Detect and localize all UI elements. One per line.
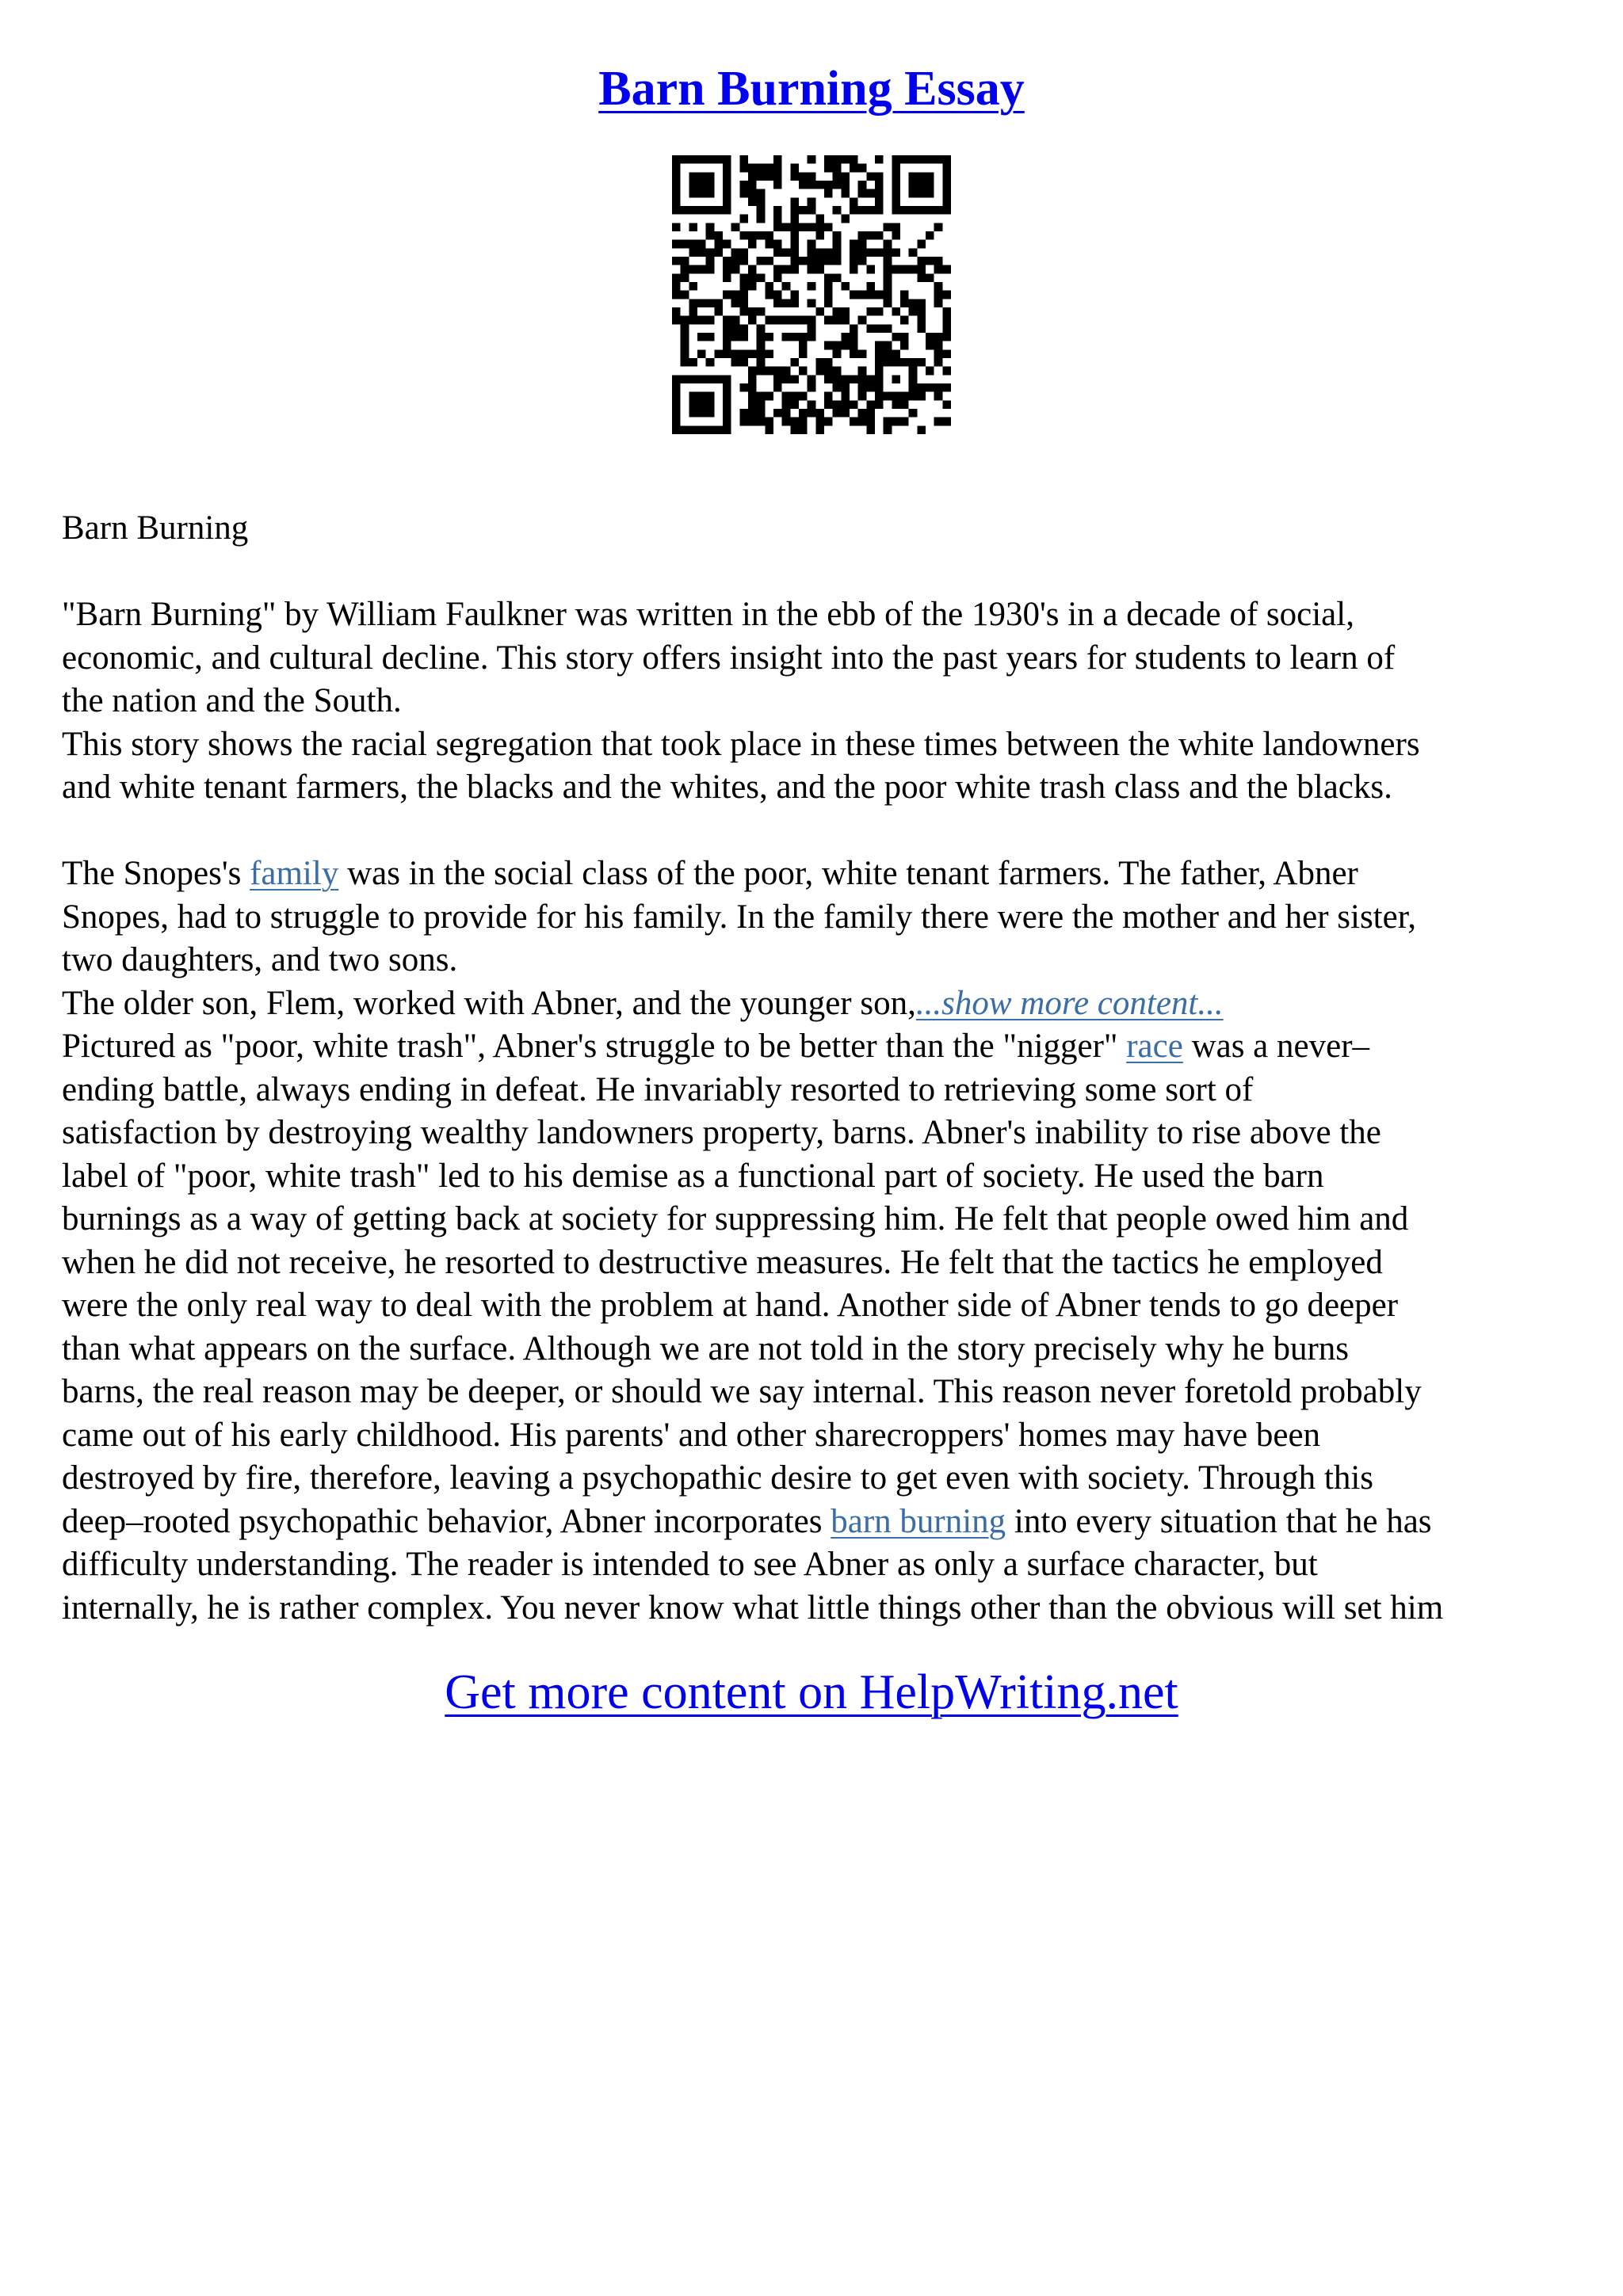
text-run: The Snopes's xyxy=(62,855,250,892)
paragraph-line: destroyed by fire, therefore, leaving a psychopathic desire to get even with society. Through this xyxy=(62,1459,1373,1497)
paragraph-line: label of "poor, white trash" led to his demise as a functional part of society. He used the barn xyxy=(62,1157,1324,1195)
paragraph-line: economic, and cultural decline. This story offers insight into the past years for students to learn of xyxy=(62,639,1396,677)
paragraph-line: when he did not receive, he resorted to destructive measures. He felt that the tactics he employed xyxy=(62,1243,1383,1281)
paragraph-line xyxy=(62,1025,1568,1069)
paragraph-line: burnings as a way of getting back at society for suppressing him. He felt that people owed him and xyxy=(62,1200,1409,1238)
paragraph-line: barns, the real reason may be deeper, or should we say internal. This reason never foretold probably xyxy=(62,1373,1422,1410)
paragraph-line: internally, he is rather complex. You never know what little things other than the obvious will set him xyxy=(62,1589,1444,1627)
helpwriting-link[interactable]: Get more content on HelpWriting.net xyxy=(445,1665,1178,1719)
paragraph-line: two daughters, and two sons. xyxy=(62,941,458,978)
text-run: deep–rooted psychopathic behavior, Abner incorporates xyxy=(62,1502,831,1540)
text-run: into every situation that he has xyxy=(1006,1502,1432,1540)
paragraph-line: "Barn Burning" by William Faulkner was written in the ebb of the 1930's in a decade of social, xyxy=(62,596,1354,633)
barn-burning-link[interactable]: barn burning xyxy=(831,1502,1006,1540)
text-run: The older son, Flem, worked with Abner, and the younger son, xyxy=(62,984,916,1022)
paragraph-line: the nation and the South. xyxy=(62,682,402,719)
paragraph-line: came out of his early childhood. His parents' and other sharecroppers' homes may have been xyxy=(62,1416,1321,1454)
essay-heading: Barn Burning xyxy=(62,509,249,547)
paragraph-line: difficulty understanding. The reader is intended to see Abner as only a surface character, but xyxy=(62,1546,1318,1583)
show-more-link[interactable]: ...show more content... xyxy=(915,984,1224,1022)
paragraph-line xyxy=(62,1501,1568,1544)
text-run: Pictured as "poor, white trash", Abner's struggle to be better than the "nigger" xyxy=(62,1028,1127,1065)
essay-body xyxy=(62,507,1568,1630)
paragraph-line: and white tenant farmers, the blacks and the whites, and the poor white trash class and the blacks. xyxy=(62,769,1392,806)
paragraph-line: This story shows the racial segregation that took place in these times between the white landowners xyxy=(62,725,1420,763)
paragraph-line: than what appears on the surface. Although we are not told in the story precisely why he burns xyxy=(62,1329,1350,1367)
text-run: was in the social class of the poor, white tenant farmers. The father, Abner xyxy=(338,855,1358,892)
family-link[interactable]: family xyxy=(250,855,339,892)
title-heading xyxy=(0,57,1623,120)
qr-code-icon xyxy=(672,155,951,434)
paragraph-line: ending battle, always ending in defeat. He invariably resorted to retrieving some sort of xyxy=(62,1070,1254,1108)
title-link[interactable]: Barn Burning Essay xyxy=(598,62,1025,116)
paragraph-line: Snopes, had to struggle to provide for his family. In the family there were the mother and her sister, xyxy=(62,898,1417,936)
paragraph-line xyxy=(62,852,1568,896)
race-link[interactable]: race xyxy=(1126,1028,1183,1065)
text-run: was a never– xyxy=(1182,1028,1370,1065)
footer-cta xyxy=(0,1661,1623,1724)
paragraph-line: were the only real way to deal with the problem at hand. Another side of Abner tends to go deeper xyxy=(62,1287,1399,1324)
paragraph-line: satisfaction by destroying wealthy landowners property, barns. Abner's inability to rise above the xyxy=(62,1114,1381,1151)
paragraph-line xyxy=(62,982,1568,1026)
